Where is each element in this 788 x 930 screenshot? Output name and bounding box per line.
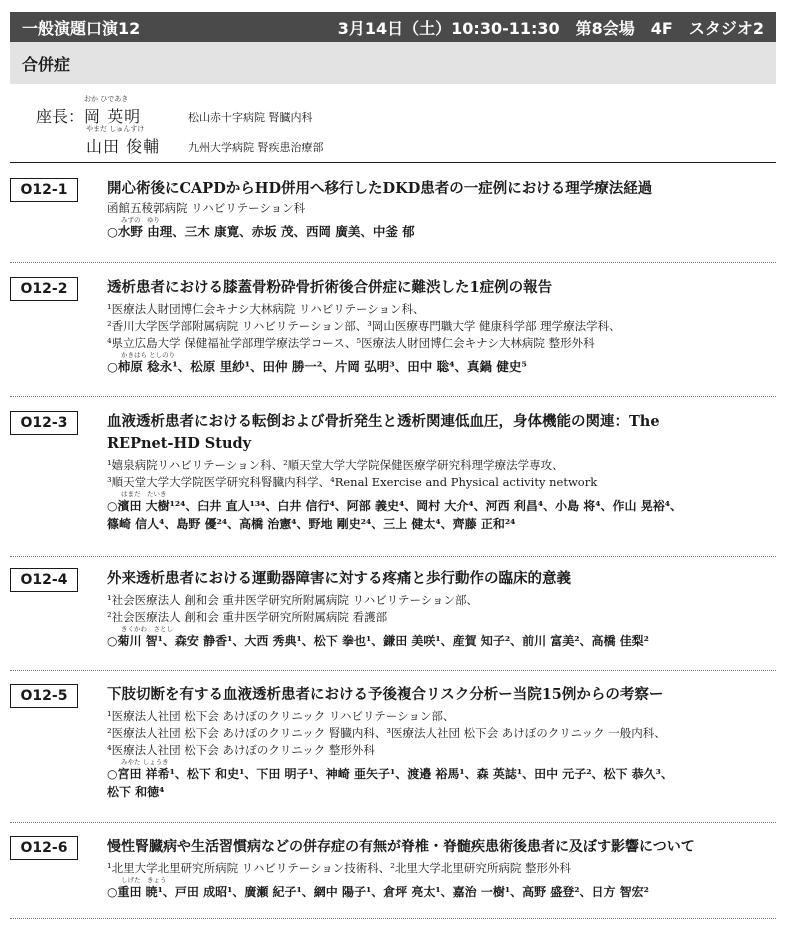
chair-label: 座長： <box>36 107 85 126</box>
affiliation-line: ¹医療法人財団博仁会キナシ大林病院 リハビリテーション科、 <box>107 302 425 316</box>
presentation-title: 開心術後にCAPDからHD併用へ移行したDKD患者の一症例における理学療法経過 <box>107 180 653 197</box>
affiliation-line: 函館五稜郭病院 リハビリテーション科 <box>107 201 306 215</box>
presentation-title: 透析患者における膝蓋骨粉砕骨折術後合併症に難渋した1症例の報告 <box>107 279 553 296</box>
authors-line: ○濱田 大樹¹²⁴、臼井 直人¹³⁴、白井 信行⁴、阿部 義史⁴、岡村 大介⁴、河西 利昌⁴、小島 将⁴、作山 晃裕⁴、 <box>107 499 682 513</box>
chair-affiliation: 九州大学病院 腎疾患治療部 <box>188 141 324 154</box>
chair-name: 山田 俊輔 <box>86 137 161 156</box>
presentation-code: O12-5 <box>10 684 78 708</box>
affiliation-line: ¹社会医療法人 創和会 重井医学研究所附属病院 リハビリテーション部、 <box>107 593 479 607</box>
authors-line: 篠崎 信人⁴、島野 優²⁴、高橋 治憲⁴、野地 剛史²⁴、三上 健太⁴、齊藤 正和²⁴ <box>107 517 516 531</box>
affiliation-line: ²社会医療法人 創和会 重井医学研究所附属病院 看護部 <box>107 610 388 624</box>
divider <box>10 670 776 671</box>
affiliation-line: ²香川大学医学部附属病院 リハビリテーション部、³岡山医療専門職大学 健康科学部 理学療法学科、 <box>107 319 621 333</box>
chair-affiliation: 松山赤十字病院 腎臓内科 <box>188 111 313 124</box>
affiliation-line: ²医療法人社団 松下会 あけぼのクリニック 腎臓内科、³医療法人社団 松下会 あけぼのクリニック 一般内科、 <box>107 726 666 740</box>
authors-line: ○菊川 智¹、森安 静香¹、大西 秀典¹、松下 拳也¹、鎌田 美咲¹、産賀 知子²、前川 富美²、高橋 佳梨² <box>107 634 649 648</box>
presenter-reading: きくかわ さとし <box>121 625 173 633</box>
authors-line: ○重田 暁¹、戸田 成昭¹、廣瀬 紀子¹、網中 陽子¹、倉坪 亮太¹、嘉治 一樹¹、高野 盛登²、日方 智宏² <box>107 885 649 899</box>
authors-line: ○柿原 稔永¹、松原 里紗¹、田仲 勝一²、片岡 弘明³、田中 聡⁴、真鍋 健史⁵ <box>107 359 527 374</box>
session-datetime-venue: 3月14日（土）10:30-11:30 第8会場 4F スタジオ2 <box>337 18 764 38</box>
chair-name: 岡 英明 <box>84 107 142 126</box>
affiliation-line: ³順天堂大学大学院医学研究科腎臓内科学、⁴Renal Exercise and Physical activity network <box>107 475 598 489</box>
presenter-reading: しげた きょう <box>121 876 167 884</box>
chairpersons <box>36 92 636 158</box>
session-number: 一般演題口演12 <box>22 18 141 38</box>
session-theme-title: 合併症 <box>22 54 71 74</box>
presentation-code: O12-4 <box>10 568 78 592</box>
presenter-reading: みずの ゆり <box>121 216 160 224</box>
authors-line: ○水野 由理、三木 康寛、赤坂 茂、西岡 廣美、中釜 郁 <box>107 224 415 239</box>
session-theme <box>10 42 776 84</box>
presentation-title: 外来透析患者における運動器障害に対する疼痛と歩行動作の臨床的意義 <box>107 570 571 587</box>
presentation-title: 下肢切断を有する血液透析患者における予後複合リスク分析ー当院15例からの考察ー <box>107 686 664 703</box>
chair-name-reading: やまだ しゅんすけ <box>86 125 145 133</box>
presentation-code: O12-2 <box>10 277 78 301</box>
affiliation-line: ⁴医療法人社団 松下会 あけぼのクリニック 整形外科 <box>107 743 375 757</box>
presenter-reading: かきはら としのり <box>121 351 176 359</box>
presentation-title: 血液透析患者における転倒および骨折発生と透析関連低血圧，身体機能の関連：The <box>107 413 660 430</box>
affiliation-line: ¹医療法人社団 松下会 あけぼのクリニック リハビリテーション部、 <box>107 709 455 723</box>
divider <box>10 262 776 263</box>
presenter-reading: はまだ たいき <box>121 490 167 498</box>
affiliation-line: ¹北里大学北里研究所病院 リハビリテーション技術科、²北里大学北里研究所病院 整形外科 <box>107 861 571 875</box>
chair-name-reading: おか ひであき <box>84 95 129 103</box>
divider <box>10 556 776 557</box>
authors-line: ○宮田 祥希¹、松下 和史¹、下田 明子¹、神崎 亜矢子¹、渡邉 裕馬¹、森 英誌¹、田中 元子²、松下 恭久³、 <box>107 767 673 781</box>
presenter-reading: みやた しょうき <box>121 758 169 766</box>
presentation-code: O12-6 <box>10 836 78 860</box>
divider <box>10 822 776 823</box>
presentation-title: 慢性腎臓病や生活習慣病などの併存症の有無が脊椎・脊髄疾患術後患者に及ぼす影響について <box>107 839 695 855</box>
divider <box>10 162 776 163</box>
chair-person <box>86 125 161 157</box>
presentation-code: O12-1 <box>10 178 78 202</box>
divider <box>10 918 776 919</box>
affiliation-line: ¹嬉泉病院リハビリテーション科、²順天堂大学大学院保健医療学研究科理学療法学専攻、 <box>107 458 564 472</box>
authors-line: 松下 和徳⁴ <box>107 785 165 799</box>
presentation-title-cont: REPnet-HD Study <box>107 435 252 452</box>
session-header-bar <box>10 12 776 42</box>
presentation-code: O12-3 <box>10 411 78 435</box>
divider <box>10 396 776 397</box>
affiliation-line: ⁴県立広島大学 保健福祉学部理学療法学コース、⁵医療法人財団博仁会キナシ大林病院 整形外科 <box>107 336 595 350</box>
